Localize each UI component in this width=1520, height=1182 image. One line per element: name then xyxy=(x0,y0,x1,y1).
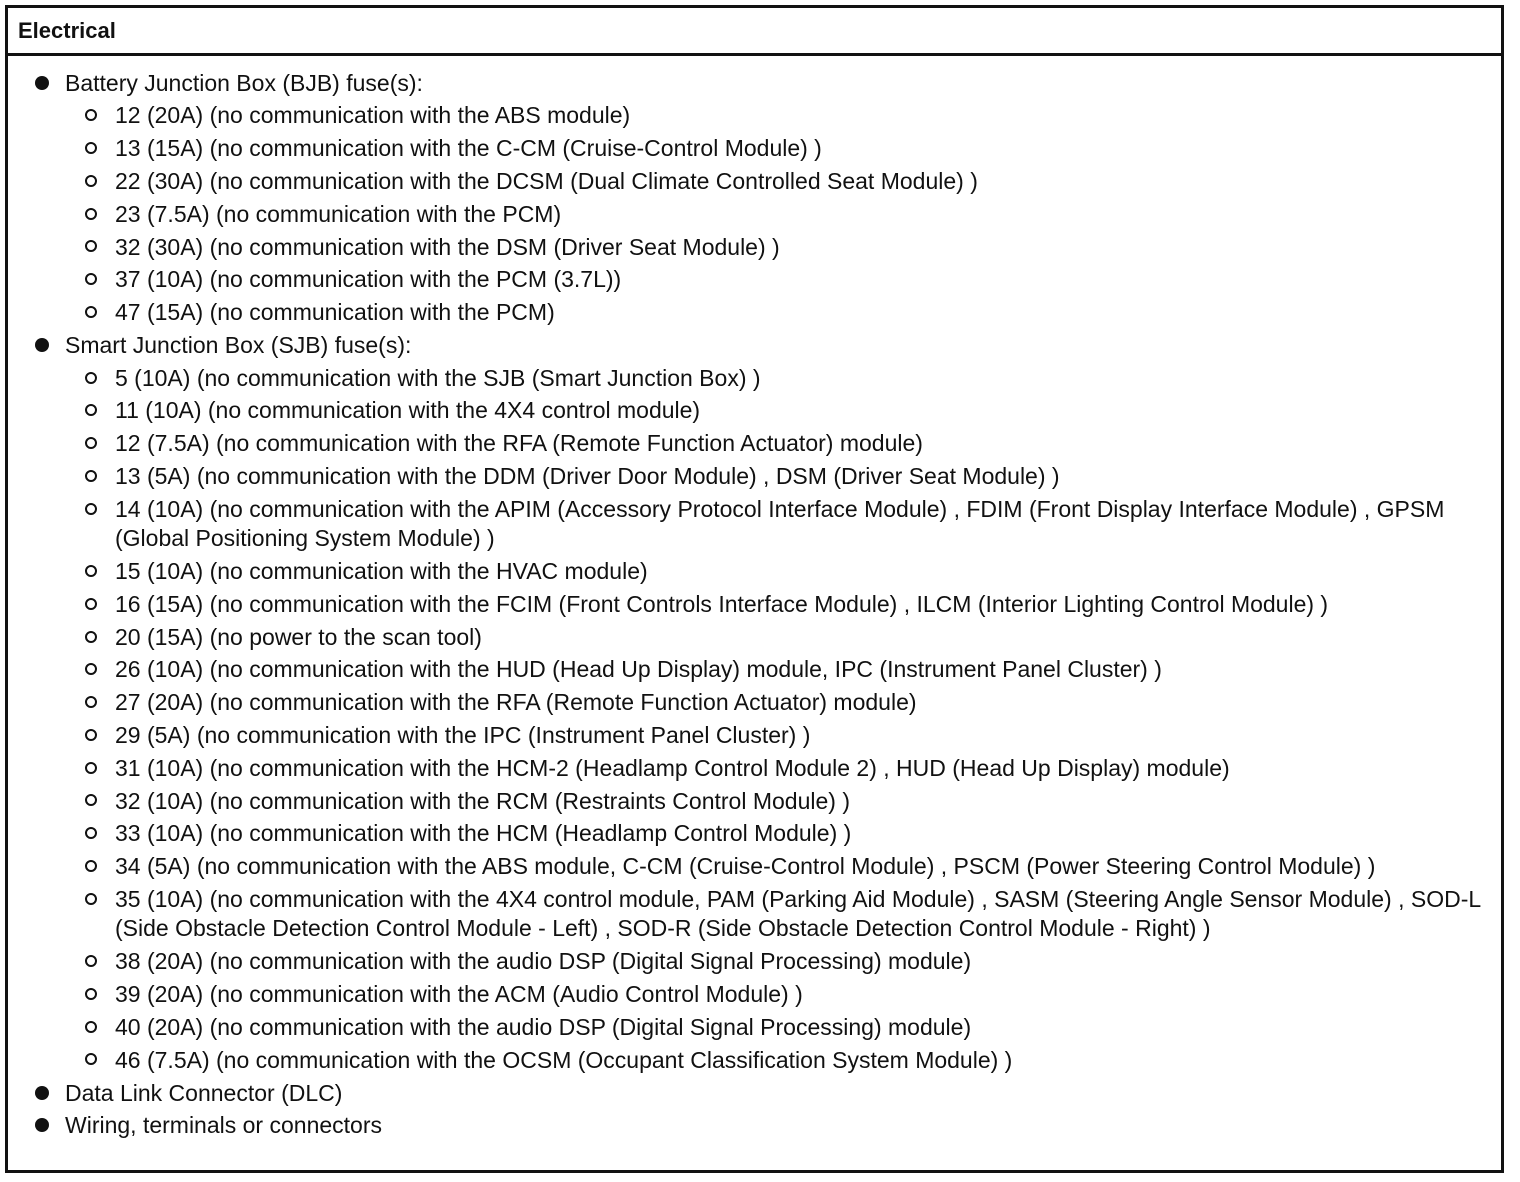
fuse-item-text: 15 (10A) (no communication with the HVAC module) xyxy=(115,558,648,585)
hollow-bullet-icon xyxy=(85,306,97,318)
hollow-bullet-icon xyxy=(85,404,97,416)
fuse-item-text: 32 (10A) (no communication with the RCM (Restraints Control Module) ) xyxy=(115,787,850,814)
filled-bullet-icon xyxy=(35,1086,49,1100)
fuse-item xyxy=(65,428,1487,461)
hollow-bullet-icon xyxy=(85,470,97,482)
hollow-bullet-icon xyxy=(85,827,97,839)
fuse-item-text: 12 (20A) (no communication with the ABS module) xyxy=(115,102,631,129)
hollow-bullet-icon xyxy=(85,273,97,285)
fuse-item xyxy=(65,198,1487,231)
fuse-item xyxy=(65,719,1487,752)
fuse-item-text: 47 (15A) (no communication with the PCM) xyxy=(115,299,555,326)
fuse-item-text: 5 (10A) (no communication with the SJB (Smart Junction Box) ) xyxy=(115,364,761,391)
fuse-item-text: 31 (10A) (no communication with the HCM-2 (Headlamp Control Module 2) , HUD (Head Up Display) module) xyxy=(115,754,1230,781)
section-content xyxy=(8,56,1501,1142)
hollow-bullet-icon xyxy=(85,240,97,252)
cause-group-label: Smart Junction Box (SJB) fuse(s): xyxy=(65,332,412,359)
cause-group-label: Wiring, terminals or connectors xyxy=(65,1112,382,1139)
fuse-list xyxy=(65,362,1487,1077)
fuse-item xyxy=(65,1044,1487,1077)
fuse-item xyxy=(65,460,1487,493)
fuse-item xyxy=(65,946,1487,979)
fuse-item xyxy=(65,752,1487,785)
fuse-item-text: 37 (10A) (no communication with the PCM (3.7L)) xyxy=(115,266,622,293)
fuse-item-text: 27 (20A) (no communication with the RFA (Remote Function Actuator) module) xyxy=(115,689,917,716)
cause-group xyxy=(8,67,1487,329)
fuse-item xyxy=(65,978,1487,1011)
cause-group-label: Data Link Connector (DLC) xyxy=(65,1079,343,1106)
hollow-bullet-icon xyxy=(85,503,97,515)
section-title: Electrical xyxy=(18,17,116,43)
fuse-item-text: 38 (20A) (no communication with the audio DSP (Digital Signal Processing) module) xyxy=(115,948,972,975)
hollow-bullet-icon xyxy=(85,696,97,708)
fuse-item-text: 14 (10A) (no communication with the APIM (Accessory Protocol Interface Module) , FDIM (Front Display Interface Module) , GPSM (Global Positioning System Module) ) xyxy=(115,495,1445,552)
fuse-item xyxy=(65,555,1487,588)
fuse-item-text: 33 (10A) (no communication with the HCM (Headlamp Control Module) ) xyxy=(115,820,852,847)
hollow-bullet-icon xyxy=(85,860,97,872)
electrical-table xyxy=(5,5,1504,1173)
hollow-bullet-icon xyxy=(85,208,97,220)
fuse-item-text: 34 (5A) (no communication with the ABS module, C-CM (Cruise-Control Module) , PSCM (Power Steering Control Module) ) xyxy=(115,853,1376,880)
fuse-item-text: 22 (30A) (no communication with the DCSM (Dual Climate Controlled Seat Module) ) xyxy=(115,168,978,194)
fuse-item-text: 13 (15A) (no communication with the C-CM (Cruise-Control Module) ) xyxy=(115,135,822,162)
hollow-bullet-icon xyxy=(85,598,97,610)
fuse-item-text: 11 (10A) (no communication with the 4X4 control module) xyxy=(115,397,701,424)
fuse-item xyxy=(65,296,1487,329)
fuse-item xyxy=(65,687,1487,720)
hollow-bullet-icon xyxy=(85,955,97,967)
fuse-item xyxy=(65,493,1487,555)
filled-bullet-icon xyxy=(35,1118,49,1132)
fuse-item-text: 46 (7.5A) (no communication with the OCSM (Occupant Classification System Module) ) xyxy=(115,1046,1013,1073)
fuse-item xyxy=(65,362,1487,395)
fuse-item xyxy=(65,100,1487,133)
hollow-bullet-icon xyxy=(85,893,97,905)
fuse-item xyxy=(65,231,1487,264)
cause-group xyxy=(8,329,1487,1076)
filled-bullet-icon xyxy=(35,338,49,352)
filled-bullet-icon xyxy=(35,76,49,90)
fuse-item xyxy=(65,395,1487,428)
fuse-item xyxy=(65,588,1487,621)
fuse-item-text: 26 (10A) (no communication with the HUD (Head Up Display) module, IPC (Instrument Panel Cluster) ) xyxy=(115,656,1162,683)
cause-group-label: Battery Junction Box (BJB) fuse(s): xyxy=(65,70,423,96)
hollow-bullet-icon xyxy=(85,663,97,675)
fuse-item xyxy=(65,621,1487,654)
fuse-item xyxy=(65,851,1487,884)
fuse-item xyxy=(65,264,1487,297)
hollow-bullet-icon xyxy=(85,437,97,449)
fuse-item xyxy=(65,818,1487,851)
fuse-item-text: 29 (5A) (no communication with the IPC (Instrument Panel Cluster) ) xyxy=(115,722,811,749)
fuse-item xyxy=(65,785,1487,818)
fuse-item-text: 23 (7.5A) (no communication with the PCM) xyxy=(115,200,562,227)
hollow-bullet-icon xyxy=(85,1053,97,1065)
fuse-item-text: 35 (10A) (no communication with the 4X4 control module, PAM (Parking Aid Module) , SASM (Steering Angle Sensor Module) , SOD-L (Side Obstacle Detection Control Module - Left) , SOD-R (Side Obstacle Detection Control Module - Right) ) xyxy=(115,885,1481,942)
hollow-bullet-icon xyxy=(85,762,97,774)
fuse-list xyxy=(65,100,1487,329)
fuse-item-text: 39 (20A) (no communication with the ACM (Audio Control Module) ) xyxy=(115,980,803,1007)
fuse-item-text: 13 (5A) (no communication with the DDM (Driver Door Module) , DSM (Driver Seat Module) ) xyxy=(115,463,1060,490)
cause-list xyxy=(8,67,1487,1142)
fuse-item xyxy=(65,1011,1487,1044)
fuse-item xyxy=(65,165,1487,198)
cause-group xyxy=(8,1109,1487,1142)
hollow-bullet-icon xyxy=(85,565,97,577)
fuse-item-text: 16 (15A) (no communication with the FCIM (Front Controls Interface Module) , ILCM (Interior Lighting Control Module) ) xyxy=(115,590,1329,617)
fuse-item xyxy=(65,133,1487,166)
section-header xyxy=(8,8,1501,56)
fuse-item xyxy=(65,883,1487,945)
fuse-item-text: 12 (7.5A) (no communication with the RFA (Remote Function Actuator) module) xyxy=(115,430,923,457)
hollow-bullet-icon xyxy=(85,142,97,154)
fuse-item-text: 20 (15A) (no power to the scan tool) xyxy=(115,623,482,650)
hollow-bullet-icon xyxy=(85,1021,97,1033)
fuse-item xyxy=(65,654,1487,687)
hollow-bullet-icon xyxy=(85,372,97,384)
hollow-bullet-icon xyxy=(85,988,97,1000)
hollow-bullet-icon xyxy=(85,175,97,187)
cause-group xyxy=(8,1077,1487,1110)
hollow-bullet-icon xyxy=(85,729,97,741)
hollow-bullet-icon xyxy=(85,631,97,643)
fuse-item-text: 32 (30A) (no communication with the DSM (Driver Seat Module) ) xyxy=(115,233,780,260)
hollow-bullet-icon xyxy=(85,109,97,121)
hollow-bullet-icon xyxy=(85,794,97,806)
fuse-item-text: 40 (20A) (no communication with the audio DSP (Digital Signal Processing) module) xyxy=(115,1013,972,1040)
